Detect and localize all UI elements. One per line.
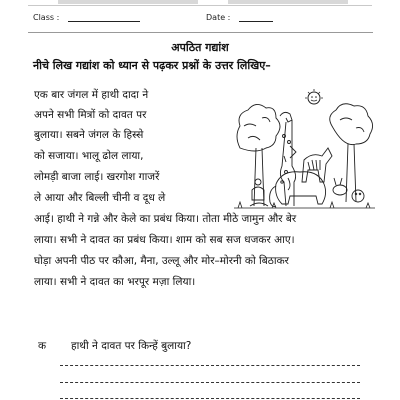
ground-icon bbox=[234, 202, 375, 208]
passage-line: अपने सभी मित्रों को दावत पर bbox=[34, 109, 147, 121]
question-text: हाथी ने दावत पर किन्हें बुलाया? bbox=[71, 340, 192, 352]
passage-line: लाया। सभी ने दावत का भरपूर मज़ा लिया। bbox=[34, 276, 196, 288]
answer-line bbox=[60, 382, 360, 383]
answer-line bbox=[60, 398, 360, 399]
jungle-party-animals-illustration bbox=[232, 86, 377, 231]
answer-line bbox=[60, 365, 360, 366]
date-input-line bbox=[239, 21, 273, 22]
giraffe-icon bbox=[280, 112, 296, 206]
passage-line: लोमड़ी बाजा लाई। खरगोश गाजरें bbox=[34, 171, 160, 183]
date-field bbox=[206, 13, 273, 22]
elephant-icon bbox=[270, 172, 326, 207]
smiling-sun-icon bbox=[305, 89, 323, 104]
small-animals-icon bbox=[252, 178, 364, 202]
class-field bbox=[33, 13, 140, 22]
passage-line: बुलाया। सबने जंगल के हिस्से bbox=[34, 129, 144, 141]
class-input-line bbox=[68, 21, 140, 22]
passage-line: एक बार जंगल में हाथी दादा ने bbox=[34, 89, 149, 101]
worksheet-instruction: नीचे लिख गद्यांश को ध्यान से पढ़कर प्रश्नों के उत्तर लिखिए– bbox=[33, 59, 271, 72]
header-divider bbox=[28, 32, 373, 33]
question-number: क bbox=[38, 340, 47, 352]
top-header-strip bbox=[28, 0, 372, 6]
zebra-icon bbox=[302, 148, 332, 182]
tree-right-icon bbox=[330, 104, 373, 202]
passage-line: ले आया और बिल्ली चीनी व दूध ले bbox=[34, 192, 166, 204]
passage-line: घोड़ा अपनी पीठ पर कौआ, मैना, उल्लू और मोर–मोरनी को बिठाकर bbox=[34, 255, 289, 267]
date-label: Date : bbox=[206, 13, 231, 22]
class-label: Class : bbox=[33, 13, 60, 22]
passage-line: लाया। सभी ने दावत का प्रबंध किया। शाम को सब सज धजकर आए। bbox=[34, 234, 295, 246]
worksheet-title: अपठित गद्यांश bbox=[171, 41, 229, 54]
passage-line: को सजाया। भालू ढोल लाया, bbox=[34, 150, 144, 162]
passage-line: आई। हाथी ने गन्ने और केले का प्रबंध किया। तोता मीठे जामुन और बेर bbox=[34, 213, 297, 225]
tree-left-icon bbox=[237, 104, 280, 206]
